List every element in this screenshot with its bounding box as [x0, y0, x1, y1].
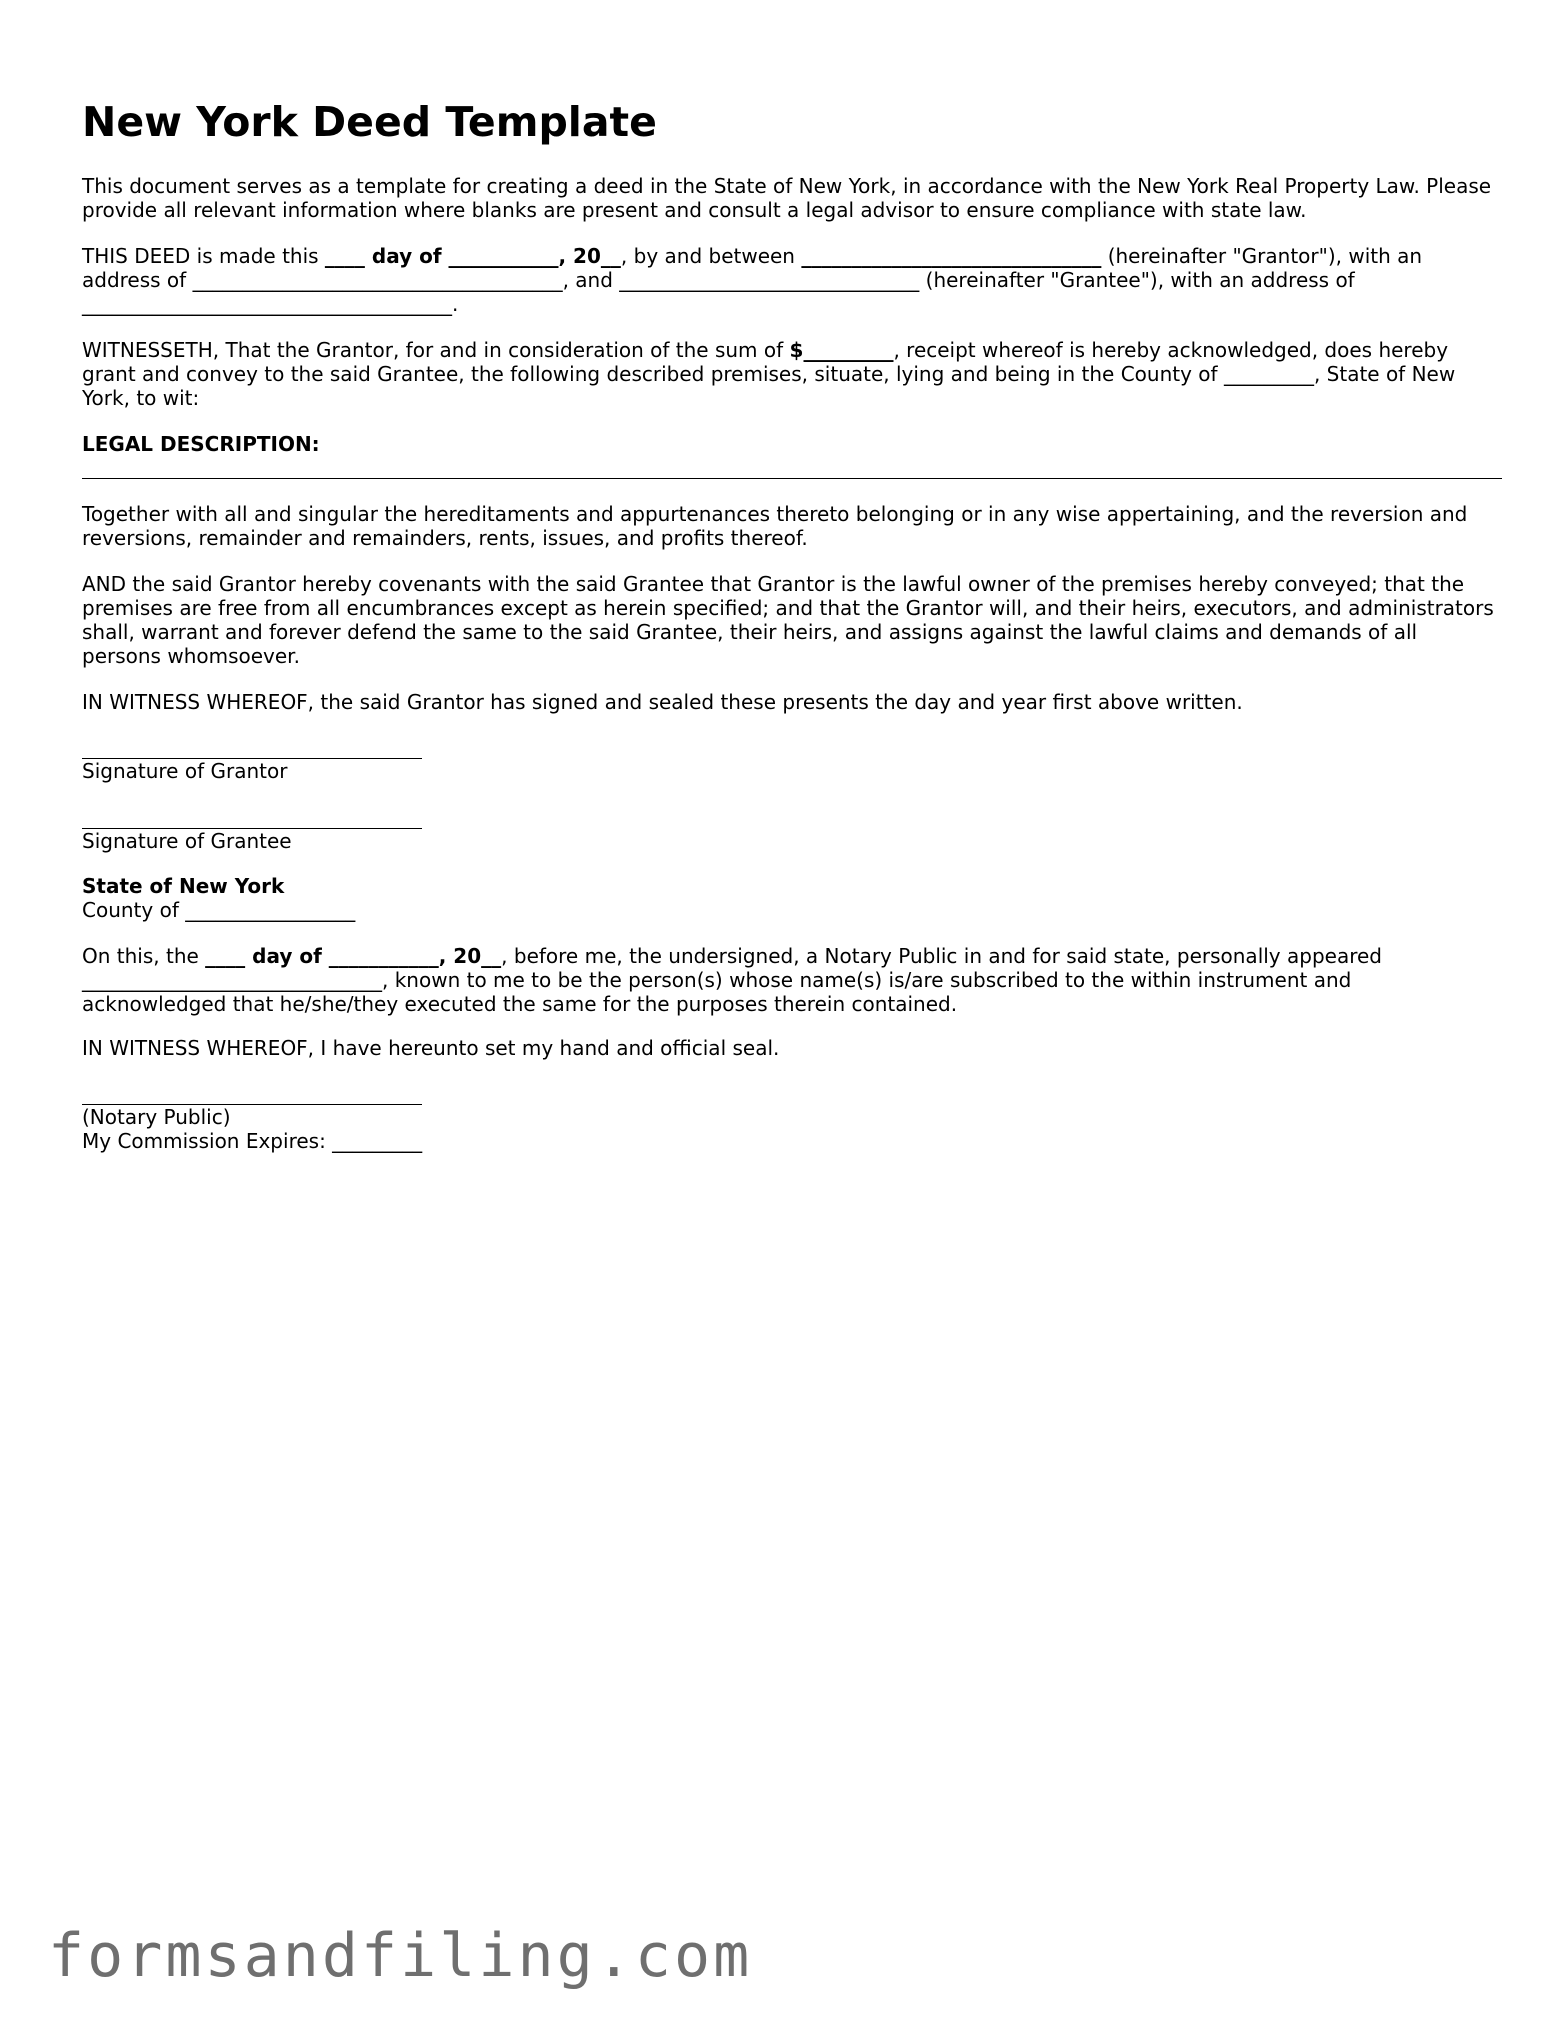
page-title: New York Deed Template — [82, 98, 657, 146]
grantee-signature-label: Signature of Grantee — [82, 829, 292, 853]
grantor-signature-block — [82, 736, 1502, 783]
notary-county: County of _________________ — [82, 898, 356, 922]
notary-signature-block — [82, 1082, 1502, 1153]
notary-month-blank[interactable]: ___________ — [328, 944, 439, 968]
month-blank[interactable]: ___________ — [448, 244, 559, 268]
together-paragraph: Together with all and singular the hereditaments and appurtenances thereto belonging or in any wise appertaining, and the reversion and reversions, remainder and remainders, rents, issues, and profits thereof. — [82, 502, 1468, 550]
grantee-address-blank[interactable]: _____________________________________ — [82, 292, 452, 316]
year-blank[interactable]: __ — [600, 244, 621, 268]
watermark: formsandfiling.com — [48, 1921, 753, 1991]
notary-day-blank[interactable]: ____ — [205, 944, 246, 968]
grantor-name-blank[interactable]: ______________________________ — [801, 244, 1102, 268]
legal-description-label: LEGAL DESCRIPTION: — [82, 432, 320, 456]
notary-paragraph: On this, the ____ day of ___________, 20__, before me, the undersigned, a Notary Public in and for said state, personally appeared ______________________________, known to me to be the person(s) whose name(s) is/are subscribed to the within instrument and acknowledged that he/she/they executed the same for the purposes therein contained. — [82, 944, 1382, 1016]
legal-description-line[interactable] — [82, 478, 1502, 479]
commission-expires: My Commission Expires: _________ — [82, 1129, 423, 1153]
notary-witness-paragraph: IN WITNESS WHEREOF, I have hereunto set my hand and official seal. — [82, 1036, 780, 1060]
county-blank[interactable]: _________ — [1223, 362, 1314, 386]
grantor-signature-label: Signature of Grantor — [82, 759, 288, 783]
covenants-paragraph: AND the said Grantor hereby covenants with the said Grantee that Grantor is the lawful owner of the premises hereby conveyed; that the premises are free from all encumbrances except as herein specified; and that the Grantor will, and their heirs, executors, and administrators shall, warrant and forever defend the same to the said Grantee, their heirs, and assigns against the lawful claims and demands of all persons whomsoever. — [82, 572, 1494, 668]
notary-public-label: (Notary Public) — [82, 1105, 231, 1129]
witnesseth-paragraph: WITNESSETH, That the Grantor, for and in consideration of the sum of $_________, receipt whereof is hereby acknowledged, does hereby grant and convey to the said Grantee, the following described premises, situate, lying and being in the County of _________, State of New York, to wit: — [82, 338, 1456, 410]
notary-name-blank[interactable]: ______________________________ — [82, 968, 382, 992]
grantor-address-blank[interactable]: _____________________________________ — [192, 268, 563, 292]
amount-blank[interactable]: $_________ — [789, 338, 894, 362]
day-blank[interactable]: ____ — [324, 244, 365, 268]
notary-county-blank[interactable]: _________________ — [185, 898, 356, 922]
grantee-signature-block — [82, 806, 1502, 853]
notary-year-blank[interactable]: __ — [481, 944, 502, 968]
intro-paragraph: This document serves as a template for creating a deed in the State of New York, in accordance with the New York Real Property Law. Please provide all relevant information where blanks are present and consult a legal advisor to ensure compliance with state law. — [82, 174, 1492, 222]
notary-state: State of New York — [82, 874, 285, 898]
commission-expires-blank[interactable]: _________ — [332, 1129, 423, 1153]
grantee-name-blank[interactable]: ______________________________ — [619, 268, 920, 292]
deed-paragraph: THIS DEED is made this ____ day of ___________, 20__, by and between ______________________________ (hereinafter "Grantor"), with an address of _____________________________________, and ______________________________ (hereinafter "Grantee"), with an address of _____________________________________. — [82, 244, 1423, 316]
in-witness-paragraph: IN WITNESS WHEREOF, the said Grantor has signed and sealed these presents the day and year first above written. — [82, 690, 1243, 714]
